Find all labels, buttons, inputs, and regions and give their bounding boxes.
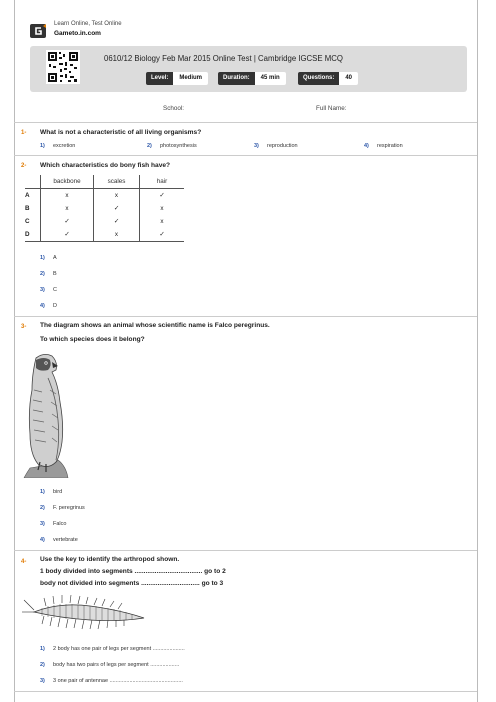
table-cell: x xyxy=(41,202,94,215)
option-text[interactable]: C xyxy=(53,287,57,293)
option-number: 4) xyxy=(40,537,45,543)
row-label: B xyxy=(25,202,41,215)
question-text-2: To which species does it belong? xyxy=(40,336,145,343)
question-number: 3- xyxy=(21,324,27,330)
option-text[interactable]: body has two pairs of legs per segment ................... xyxy=(53,662,180,668)
option-number: 3) xyxy=(254,143,259,149)
table-cell: x xyxy=(140,202,185,215)
table-row xyxy=(25,228,184,242)
option-text[interactable]: Falco xyxy=(53,521,67,527)
table-cell: x xyxy=(140,215,185,228)
option-text[interactable]: vertebrate xyxy=(53,537,78,543)
questions-badge xyxy=(298,72,358,85)
option-number: 1) xyxy=(40,489,45,495)
option-text[interactable]: excretion xyxy=(53,143,76,149)
qr-code-icon xyxy=(46,50,80,84)
questions-value: 40 xyxy=(339,72,358,85)
option-number: 1) xyxy=(40,646,45,652)
duration-value: 45 min xyxy=(255,72,286,85)
divider xyxy=(14,155,477,156)
option-number: 3) xyxy=(40,521,45,527)
table-cell: ✓ xyxy=(140,189,185,203)
question-text: Which characteristics do bony fish have? xyxy=(40,162,171,169)
falcon-illustration xyxy=(22,350,70,478)
row-label: A xyxy=(25,189,41,203)
option-text[interactable]: 2 body has one pair of legs per segment ..................... xyxy=(53,646,185,652)
gametoin-logo-icon xyxy=(30,24,46,38)
option-number: 4) xyxy=(364,143,369,149)
site-tagline: Learn Online, Test Online xyxy=(54,21,122,27)
option-number: 3) xyxy=(40,678,45,684)
option-number: 3) xyxy=(40,287,45,293)
option-text[interactable]: respiration xyxy=(377,143,403,149)
level-value: Medium xyxy=(173,72,208,85)
table-cell: ✓ xyxy=(140,228,185,242)
table-header: scales xyxy=(94,175,140,189)
test-header-panel xyxy=(30,46,467,92)
option-number: 2) xyxy=(147,143,152,149)
divider xyxy=(14,316,477,317)
key-line-2: body not divided into segments ................................ go to 3 xyxy=(40,580,224,587)
question-number: 2- xyxy=(21,163,27,169)
option-number: 2) xyxy=(40,662,45,668)
question-text: The diagram shows an animal whose scientific name is Falco peregrinus. xyxy=(40,322,270,329)
option-text[interactable]: 3 one pair of antennae ................................................ xyxy=(53,678,183,684)
option-text[interactable]: reproduction xyxy=(267,143,298,149)
option-text[interactable]: D xyxy=(53,303,57,309)
fullname-label: Full Name: xyxy=(316,105,347,112)
table-header: backbone xyxy=(41,175,94,189)
divider xyxy=(14,122,477,123)
level-badge xyxy=(146,72,208,85)
question-text: What is not a characteristic of all living organisms? xyxy=(40,129,202,136)
question-number: 4- xyxy=(21,559,27,565)
duration-badge xyxy=(218,72,286,85)
table-cell: x xyxy=(94,189,140,203)
table-row xyxy=(25,215,184,228)
option-text[interactable]: B xyxy=(53,271,57,277)
option-text[interactable]: bird xyxy=(53,489,63,495)
table-cell: ✓ xyxy=(41,215,94,228)
option-number: 2) xyxy=(40,271,45,277)
table-header: hair xyxy=(140,175,185,189)
test-title: 0610/12 Biology Feb Mar 2015 Online Test | Cambridge IGCSE MCQ xyxy=(104,54,343,63)
divider xyxy=(14,691,477,692)
question-number: 1- xyxy=(21,130,27,136)
option-number: 1) xyxy=(40,143,45,149)
school-label: School: xyxy=(163,105,185,112)
table-cell: x xyxy=(94,228,140,242)
duration-label: Duration: xyxy=(218,72,255,85)
table-cell: x xyxy=(41,189,94,203)
table-row xyxy=(25,202,184,215)
question-text: Use the key to identify the arthropod shown. xyxy=(40,556,180,563)
table-cell: ✓ xyxy=(41,228,94,242)
level-label: Level: xyxy=(146,72,173,85)
site-name[interactable]: Gameto.in.com xyxy=(54,30,101,37)
table-cell: ✓ xyxy=(94,215,140,228)
row-label: D xyxy=(25,228,41,242)
row-label: C xyxy=(25,215,41,228)
characteristics-table xyxy=(25,175,184,242)
option-number: 2) xyxy=(40,505,45,511)
option-text[interactable]: F. peregrinus xyxy=(53,505,85,511)
option-number: 1) xyxy=(40,255,45,261)
option-text[interactable]: photosynthesis xyxy=(160,143,197,149)
questions-label: Questions: xyxy=(298,72,339,85)
key-line-1: 1 body divided into segments ..................................... go to 2 xyxy=(40,568,226,575)
divider xyxy=(14,550,477,551)
table-row xyxy=(25,189,184,203)
option-text[interactable]: A xyxy=(53,255,57,261)
page-border-right xyxy=(477,0,478,702)
arthropod-illustration xyxy=(20,592,148,632)
page-border-left xyxy=(14,0,15,702)
option-number: 4) xyxy=(40,303,45,309)
table-cell: ✓ xyxy=(94,202,140,215)
